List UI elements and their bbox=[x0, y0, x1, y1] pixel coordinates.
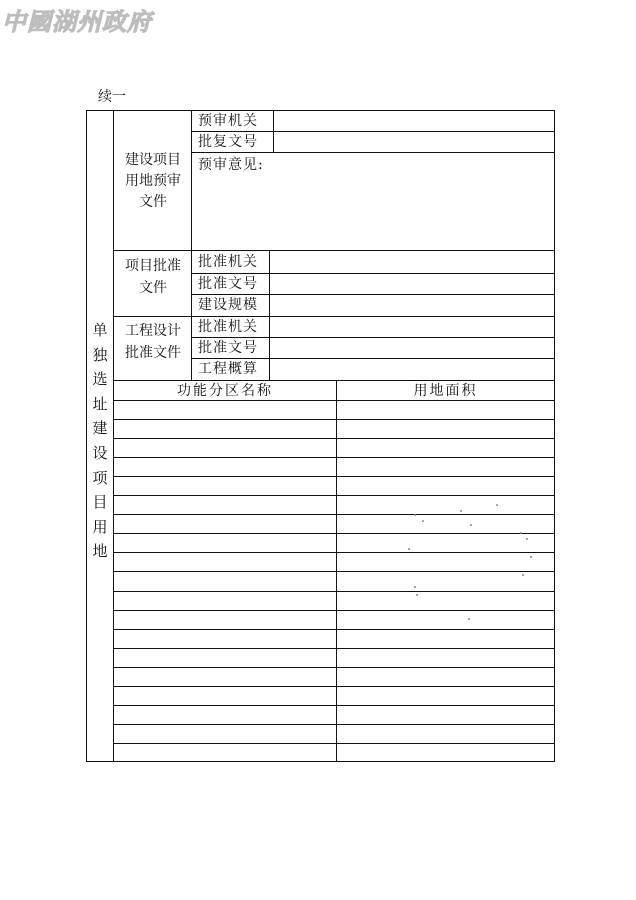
construction-scale-label: 建设规模 bbox=[198, 297, 258, 313]
table-row-line bbox=[113, 686, 555, 687]
table-row-line bbox=[113, 724, 555, 725]
row-divider bbox=[269, 250, 270, 316]
section-line bbox=[113, 380, 555, 381]
row-divider bbox=[269, 316, 270, 380]
section2-title-divider bbox=[191, 250, 192, 316]
section3-title-divider bbox=[191, 316, 192, 380]
table-row-line bbox=[113, 400, 555, 401]
section-line bbox=[113, 316, 555, 317]
side-label: 单 独 选 址 建 设 项 目 用 地 bbox=[92, 321, 108, 561]
row-line bbox=[191, 273, 555, 274]
approval-document-no-label: 批复文号 bbox=[198, 134, 258, 150]
row-divider bbox=[273, 131, 274, 152]
pre-review-authority-label: 预审机关 bbox=[198, 113, 258, 129]
section3-title: 工程设计 批准文件 bbox=[125, 323, 181, 361]
row-line bbox=[191, 131, 555, 132]
table-row-line bbox=[113, 705, 555, 706]
row-line bbox=[191, 337, 555, 338]
section2-title: 项目批准 文件 bbox=[125, 258, 181, 296]
approval-document-no-label: 批准文号 bbox=[198, 340, 258, 356]
table-row-line bbox=[113, 667, 555, 668]
table-row-line bbox=[113, 629, 555, 630]
section-line bbox=[113, 250, 555, 251]
approval-document-no-label: 批准文号 bbox=[198, 276, 258, 292]
table-row-line bbox=[113, 419, 555, 420]
row-line bbox=[191, 294, 555, 295]
approval-authority-label: 批准机关 bbox=[198, 254, 258, 270]
row-divider bbox=[273, 110, 274, 132]
approval-authority-label: 批准机关 bbox=[198, 319, 258, 335]
row-line bbox=[191, 358, 555, 359]
table-row-line bbox=[113, 648, 555, 649]
row-line bbox=[191, 152, 555, 153]
project-budget-label: 工程概算 bbox=[198, 361, 258, 377]
pre-review-opinion-label: 预审意见: bbox=[198, 157, 264, 173]
stamp-residue bbox=[400, 490, 540, 620]
table-row-line bbox=[113, 476, 555, 477]
function-zone-name-header: 功能分区名称 bbox=[177, 383, 273, 399]
table-row-line bbox=[113, 438, 555, 439]
watermark: 中國湖州政府 bbox=[2, 7, 152, 36]
table-row-line bbox=[113, 743, 555, 744]
table-row-line bbox=[113, 457, 555, 458]
land-area-header: 用地面积 bbox=[413, 383, 478, 399]
section1-title: 建设项目 用地预审 文件 bbox=[125, 152, 181, 210]
continued-label: 续一 bbox=[98, 89, 126, 105]
